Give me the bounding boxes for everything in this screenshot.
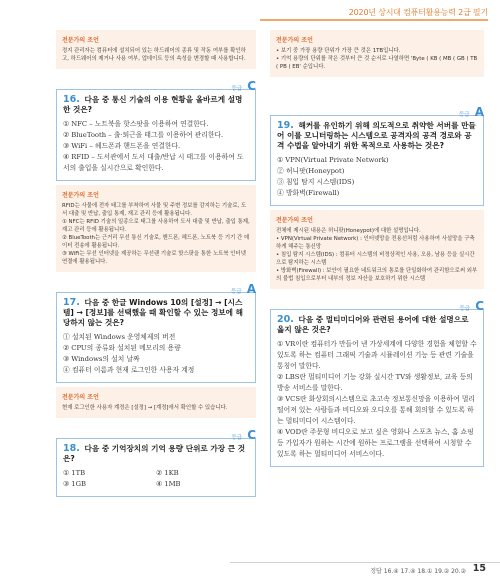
expert-tip-title: 전문가의 조언 — [62, 37, 99, 44]
difficulty-grade: C — [247, 428, 256, 442]
answer-option-4[interactable]: ④ 1MB — [156, 480, 181, 488]
difficulty-level: 등급 C — [231, 428, 256, 442]
question-text: 다음 중 기억장치의 기억 용량 단위로 가장 큰 것은? — [63, 444, 246, 463]
expert-tip-box — [56, 387, 256, 418]
expert-tip-title: 전문가의 조언 — [62, 192, 99, 199]
expert-tip-box — [270, 210, 484, 289]
expert-tip-box — [270, 30, 484, 77]
difficulty-grade: A — [474, 105, 484, 119]
expert-tip-title: 전문가의 조언 — [62, 394, 99, 401]
question-title — [63, 298, 249, 328]
answer-option-4[interactable]: ④ VOD란 주문형 비디오로 보고 싶은 영화나 스포츠 뉴스, 홈 쇼핑 등 가입자가 원하는 시간에 원하는 프로그램을 선택하여 시청할 수 있도록 하는 멀티미디어 서비스이다. — [277, 428, 474, 458]
question-18 — [56, 438, 256, 497]
right-column — [270, 30, 484, 471]
expert-tip-box — [56, 185, 256, 272]
question-text: 다음 중 한글 Windows 10의 [설정] → [시스템] → [정보]를 선택했을 때 확인할 수 있는 정보에 해당하지 않는 것은? — [63, 298, 243, 327]
question-16 — [56, 89, 256, 181]
answer-option-2[interactable]: ② CPU의 종류와 설치된 메모리의 용량 — [63, 344, 181, 352]
expert-tip-text: 정지 관리자는 컴퓨터에 설치되어 있는 하드웨어의 종류 및 작동 여부를 확인하고, 하드웨어의 제거나 사용 여부, 업데이트 등의 속성을 변경할 때 사용합니다. — [62, 48, 246, 62]
answer-option-2[interactable]: ② 허니팟(Honeypot) — [277, 167, 345, 175]
answer-option-3[interactable]: ③ VCS란 화상회의시스템으로 초고속 정보통신망을 이용하여 멀리 떨어져 있는 사람들과 비디오와 오디오를 통해 회의할 수 있도록 하는 멀티미디어 시스템이다. — [277, 395, 475, 425]
answer-option-3[interactable]: ③ 침입 탐지 시스템(IDS) — [277, 178, 355, 186]
expert-tip-line: • 침입 탐지 시스템(IDS) : 컴퓨터 시스템의 비정상적인 사용, 오용, 남용 등을 실시간으로 탐지하는 시스템 — [276, 252, 475, 266]
expert-tip-line: 전체에 제시된 내용은 허니팟(Honeypot)에 대한 설명입니다. — [276, 228, 421, 234]
page-number: 15 — [472, 563, 486, 574]
question-text: 다음 중 통신 기술의 이용 현황을 올바르게 설명한 것은? — [63, 95, 243, 114]
question-title — [63, 95, 249, 115]
question-number: 16. — [63, 94, 80, 105]
answer-option-1[interactable]: ① VR이란 컴퓨터가 만들어 낸 가상세계에 다양한 경험을 체험할 수 있도록 하는 컴퓨터 그래픽 기술과 시뮬레이션 기능 등 관련 기술을 통칭어 말한다. — [277, 340, 477, 370]
answer-option-4[interactable]: ④ 컴퓨터 이름과 현재 로그인한 사용자 계정 — [63, 366, 195, 374]
page-footer — [0, 562, 500, 582]
answer-option-2[interactable]: ② BlueTooth – 출·퇴근을 태그를 이용하여 관리한다. — [63, 131, 224, 139]
page-header — [260, 5, 488, 21]
header-divider — [260, 19, 488, 21]
expert-tip-line: • VPN(Virtual Private Network) : 인터넷망을 전용선처럼 사용하여 사설망을 구축하게 해주는 통신망 — [276, 236, 475, 250]
question-text: 해커를 유인하기 위해 의도적으로 취약한 서버를 만들어 이를 모니터링하는 시스템으로 공격자의 공격 경로와 공격 수법을 알아내기 위한 목적으로 사용하는 것은? — [277, 121, 476, 150]
answer-option-3[interactable]: ③ Windows의 설치 날짜 — [63, 355, 140, 363]
question-19 — [270, 115, 484, 206]
answer-option-3[interactable]: ③ WiFi – 헤드폰과 핸드폰을 연결한다. — [63, 142, 181, 150]
answer-option-1[interactable]: ① 설치된 Windows 운영체제의 버전 — [63, 333, 176, 341]
left-column — [56, 30, 256, 501]
expert-tip-text: 현재 로그인한 사용자 계정은 [설정] → [계정]에서 확인할 수 있습니다. — [62, 405, 228, 411]
question-number: 17. — [63, 297, 80, 308]
difficulty-grade: A — [246, 282, 256, 296]
answer-option-2[interactable]: ② 1KB — [156, 469, 179, 477]
footer-divider — [230, 562, 500, 563]
question-title — [277, 121, 477, 151]
answer-option-3[interactable]: ③ 1GB — [63, 480, 87, 488]
expert-tip-line: ① NFC는 RFID 기술의 일종으로 태그를 사용하여 도서 대출 및 반납, 출입 통제, 재고 관리 등에 활용됩니다. — [62, 219, 250, 233]
answer-option-1[interactable]: ① VPN(Virtual Private Network) — [277, 156, 389, 164]
difficulty-grade: C — [475, 299, 484, 313]
expert-tip-line: • 기억 용량의 단위를 작은 것부터 큰 것 순서로 나열하면 'Byte ( KB ( MB ( GB ( TB ( PB ( EB' 순입니다. — [276, 56, 478, 70]
expert-tip-line: ③ WiFi는 무선 인터넷을 제공하는 무선랜 기술로 핫스팟을 통한 노트북 인터넷 연결에 활용됩니다. — [62, 251, 246, 265]
expert-tip-title: 전문가의 조언 — [276, 37, 313, 44]
answer-options — [63, 468, 249, 490]
difficulty-level: 등급 C — [459, 299, 484, 313]
difficulty-grade: C — [247, 79, 256, 93]
answer-option-1[interactable]: ① 1TB — [63, 469, 86, 477]
expert-tip-line: • 보기 중 가장 용량 단위가 가장 큰 것은 1TB입니다. — [276, 48, 401, 54]
answer-option-4[interactable]: ④ RFID – 도서관에서 도서 대출/반납 시 태그를 이용하여 도서의 출입을 실시간으로 확인한다. — [63, 153, 244, 172]
question-number: 18. — [63, 443, 80, 454]
expert-tip-box — [56, 30, 256, 69]
question-20 — [270, 309, 484, 467]
expert-tip-line: ② BlueTooth는 근거리 무선 통신 기술로, 핸드폰, 헤드폰, 노트북 등 기기 간 데이터 전송에 활용됩니다. — [62, 235, 250, 249]
question-number: 19. — [277, 120, 294, 131]
question-number: 20. — [277, 314, 294, 325]
expert-tip-line: RFID는 사물에 전자 태그를 부착하여 사물 및 주변 정보를 감지하는 기술로, 도서 대출 및 반납, 출입 통제, 재고 관리 등에 활용됩니다. — [62, 203, 247, 217]
answer-option-1[interactable]: ① NFC – 노트북을 핫스팟을 이용하여 연결한다. — [63, 120, 209, 128]
answer-key: 정답 16.④ 17.④ 18.① 19.② 20.② — [370, 568, 466, 575]
question-title — [63, 444, 249, 464]
answer-option-4[interactable]: ④ 방화벽(Firewall) — [277, 189, 340, 197]
header-title: 2020년 상시대 컴퓨터활용능력 2급 필기 — [348, 8, 488, 17]
expert-tip-title: 전문가의 조언 — [276, 217, 313, 224]
answer-option-2[interactable]: ② LBS란 멀티미디어 기능 강화 실시간 TV와 생활정보, 교육 등의 방송 서비스를 말한다. — [277, 373, 473, 392]
expert-tip-line: • 방화벽(Firewall) : 보안이 필요한 네트워크의 통로를 단일화하여 관리함으로써 외부의 불법 침입으로부터 내부의 정보 자산을 보호하기 위한 시스템 — [276, 268, 478, 282]
difficulty-level: 등급 C — [231, 79, 256, 93]
difficulty-level: 등급 A — [458, 105, 484, 119]
question-title — [277, 315, 477, 335]
difficulty-level: 등급 A — [230, 282, 256, 296]
question-17 — [56, 292, 256, 383]
question-text: 다음 중 멀티미디어와 관련된 용어에 대한 설명으로 옳지 않은 것은? — [277, 315, 469, 334]
